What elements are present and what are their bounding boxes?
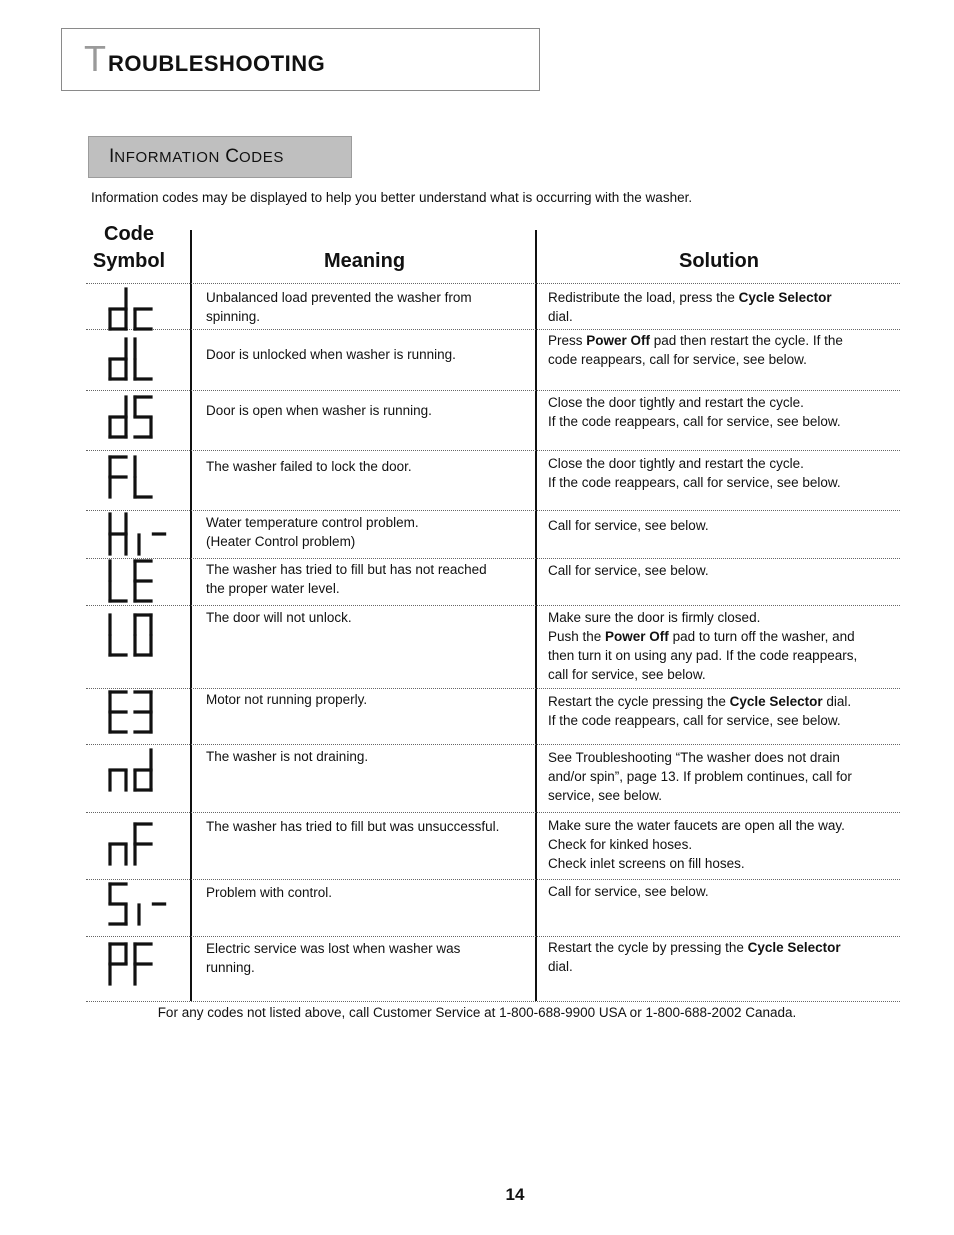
code-symbol-lo [106, 613, 162, 657]
control-name: Cycle Selector [738, 290, 832, 305]
solution-line [548, 561, 893, 580]
meaning-line: The washer has tried to fill but was unsuccessful. [206, 819, 500, 834]
column-header-code-symbol [88, 221, 170, 275]
section-heading [109, 146, 284, 169]
solution-text: Redistribute the load, press the [548, 290, 739, 305]
meaning-line: the proper water level. [206, 581, 340, 596]
solution-text: If the code reappears, call for service, see below. [548, 475, 841, 490]
solution-line [548, 454, 893, 473]
control-name: Cycle Selector [729, 694, 823, 709]
solution-line [548, 692, 893, 711]
solution-text: Check for kinked hoses. [548, 837, 693, 852]
meaning-cell [206, 939, 528, 977]
solution-line [548, 646, 893, 665]
solution-text: Make sure the water faucets are open all the way. [548, 818, 845, 833]
code-symbol-pf [106, 942, 162, 986]
row-separator [86, 450, 900, 451]
meaning-line: The door will not unlock. [206, 610, 352, 625]
solution-line [548, 748, 893, 767]
meaning-line: The washer failed to lock the door. [206, 459, 412, 474]
meaning-cell [206, 817, 528, 836]
section-heading-initial-1: I [109, 146, 115, 167]
meaning-line: Motor not running properly. [206, 692, 368, 707]
solution-text: pad then restart the cycle. If the [650, 333, 843, 348]
code-symbol-dl [106, 337, 162, 381]
page-number: 14 [505, 1185, 525, 1204]
solution-text: Press [548, 333, 587, 348]
solution-cell [548, 692, 893, 730]
meaning-cell [206, 457, 528, 476]
solution-text: If the code reappears, call for service, see below. [548, 713, 841, 728]
solution-line [548, 473, 893, 492]
meaning-cell [206, 747, 528, 766]
solution-cell [548, 393, 893, 431]
solution-text: dial. [822, 694, 852, 709]
code-symbol-dc [106, 287, 162, 331]
solution-text: and/or spin”, page 13. If problem continues, call for [548, 769, 852, 784]
page-title: ROUBLESHOOTING [108, 51, 326, 76]
solution-text: If the code reappears, call for service, see below. [548, 414, 841, 429]
solution-cell [548, 882, 893, 901]
meaning-line: Water temperature control problem. [206, 515, 419, 530]
row-separator [86, 1001, 900, 1002]
meaning-line: (Heater Control problem) [206, 534, 356, 549]
meaning-line: Door is unlocked when washer is running. [206, 347, 456, 362]
solution-line [548, 767, 893, 786]
column-header-solution: Solution [679, 250, 759, 272]
page-title-initial: T [84, 38, 106, 79]
row-separator [86, 936, 900, 937]
solution-line [548, 816, 893, 835]
column-header-code-line2: Symbol [92, 250, 166, 272]
meaning-line: spinning. [206, 309, 261, 324]
solution-line [548, 412, 893, 431]
meaning-line: The washer is not draining. [206, 749, 369, 764]
solution-line [548, 516, 893, 535]
meaning-cell [206, 513, 528, 551]
meaning-line: running. [206, 960, 255, 975]
column-divider-2 [535, 230, 537, 1001]
row-separator [86, 558, 900, 559]
solution-line [548, 393, 893, 412]
meaning-cell [206, 608, 528, 627]
meaning-line: Door is open when washer is running. [206, 403, 432, 418]
page-header-box [61, 28, 540, 91]
solution-text: Call for service, see below. [548, 518, 709, 533]
solution-cell [548, 816, 893, 873]
section-heading-initial-2: C [225, 146, 240, 167]
row-separator [86, 744, 900, 745]
code-symbol-nf [106, 822, 162, 866]
row-separator [86, 812, 900, 813]
row-separator [86, 605, 900, 606]
solution-line [548, 882, 893, 901]
solution-cell [548, 938, 893, 976]
solution-cell [548, 561, 893, 580]
solution-text: Restart the cycle by pressing the [548, 940, 748, 955]
solution-line [548, 711, 893, 730]
control-name: Cycle Selector [747, 940, 841, 955]
intro-text: Information codes may be displayed to help you better understand what is occurring with the washer. [91, 190, 693, 205]
solution-line [548, 288, 893, 307]
solution-text: Close the door tightly and restart the cycle. [548, 456, 804, 471]
code-symbol-le [106, 559, 162, 603]
control-name: Power Off [586, 333, 651, 348]
meaning-line: Electric service was lost when washer was [206, 941, 461, 956]
solution-text: Make sure the door is firmly closed. [548, 610, 761, 625]
row-separator [86, 688, 900, 689]
row-separator [86, 329, 900, 330]
customer-service-note: For any codes not listed above, call Customer Service at 1-800-688-9900 USA or 1-800-688-2002 Canada. [157, 1005, 797, 1020]
code-symbol-e3 [106, 690, 162, 734]
meaning-line: Unbalanced load prevented the washer from [206, 290, 472, 305]
control-name: Power Off [605, 629, 669, 644]
solution-line [548, 835, 893, 854]
code-symbol-hi-dash [106, 512, 162, 556]
solution-line [548, 786, 893, 805]
solution-text: Call for service, see below. [548, 884, 709, 899]
solution-cell [548, 516, 893, 535]
solution-line [548, 307, 893, 326]
solution-line [548, 608, 893, 627]
solution-text: Check inlet screens on fill hoses. [548, 856, 745, 871]
column-header-meaning: Meaning [323, 250, 406, 272]
solution-line [548, 665, 893, 684]
column-divider-1 [190, 230, 192, 1001]
solution-line [548, 938, 893, 957]
code-symbol-ds [106, 395, 162, 439]
row-separator [86, 283, 900, 284]
meaning-cell [206, 345, 528, 364]
meaning-cell [206, 560, 528, 598]
meaning-cell [206, 288, 528, 326]
column-header-code-line1: Code [104, 223, 154, 245]
solution-line [548, 350, 893, 369]
code-symbol-si-dash [106, 882, 162, 926]
solution-text: Push the [548, 629, 606, 644]
solution-text: call for service, see below. [548, 667, 706, 682]
solution-text: then turn it on using any pad. If the code reappears, [548, 648, 858, 663]
solution-text: pad to turn off the washer, and [668, 629, 855, 644]
solution-line [548, 854, 893, 873]
solution-text: Call for service, see below. [548, 563, 709, 578]
solution-cell [548, 454, 893, 492]
solution-cell [548, 288, 893, 326]
solution-text: See Troubleshooting “The washer does not drain [548, 750, 840, 765]
solution-line [548, 957, 893, 976]
section-heading-word-2: ODES [239, 149, 284, 166]
meaning-cell [206, 690, 528, 709]
solution-text: dial. [548, 959, 573, 974]
solution-text: dial. [548, 309, 573, 324]
row-separator [86, 879, 900, 880]
solution-cell [548, 608, 893, 684]
meaning-line: Problem with control. [206, 885, 333, 900]
solution-line [548, 331, 893, 350]
section-heading-box [88, 136, 352, 178]
solution-text: service, see below. [548, 788, 663, 803]
meaning-line: The washer has tried to fill but has not reached [206, 562, 487, 577]
row-separator [86, 390, 900, 391]
solution-text: Restart the cycle pressing the [548, 694, 730, 709]
solution-text: code reappears, call for service, see below. [548, 352, 807, 367]
code-symbol-nd [106, 748, 162, 792]
row-separator [86, 510, 900, 511]
solution-cell [548, 748, 893, 805]
section-heading-word-1: NFORMATION [114, 149, 220, 166]
solution-line [548, 627, 893, 646]
solution-text: Close the door tightly and restart the cycle. [548, 395, 804, 410]
meaning-cell [206, 883, 528, 902]
solution-cell [548, 331, 893, 369]
code-symbol-fl [106, 455, 162, 499]
meaning-cell [206, 401, 528, 420]
